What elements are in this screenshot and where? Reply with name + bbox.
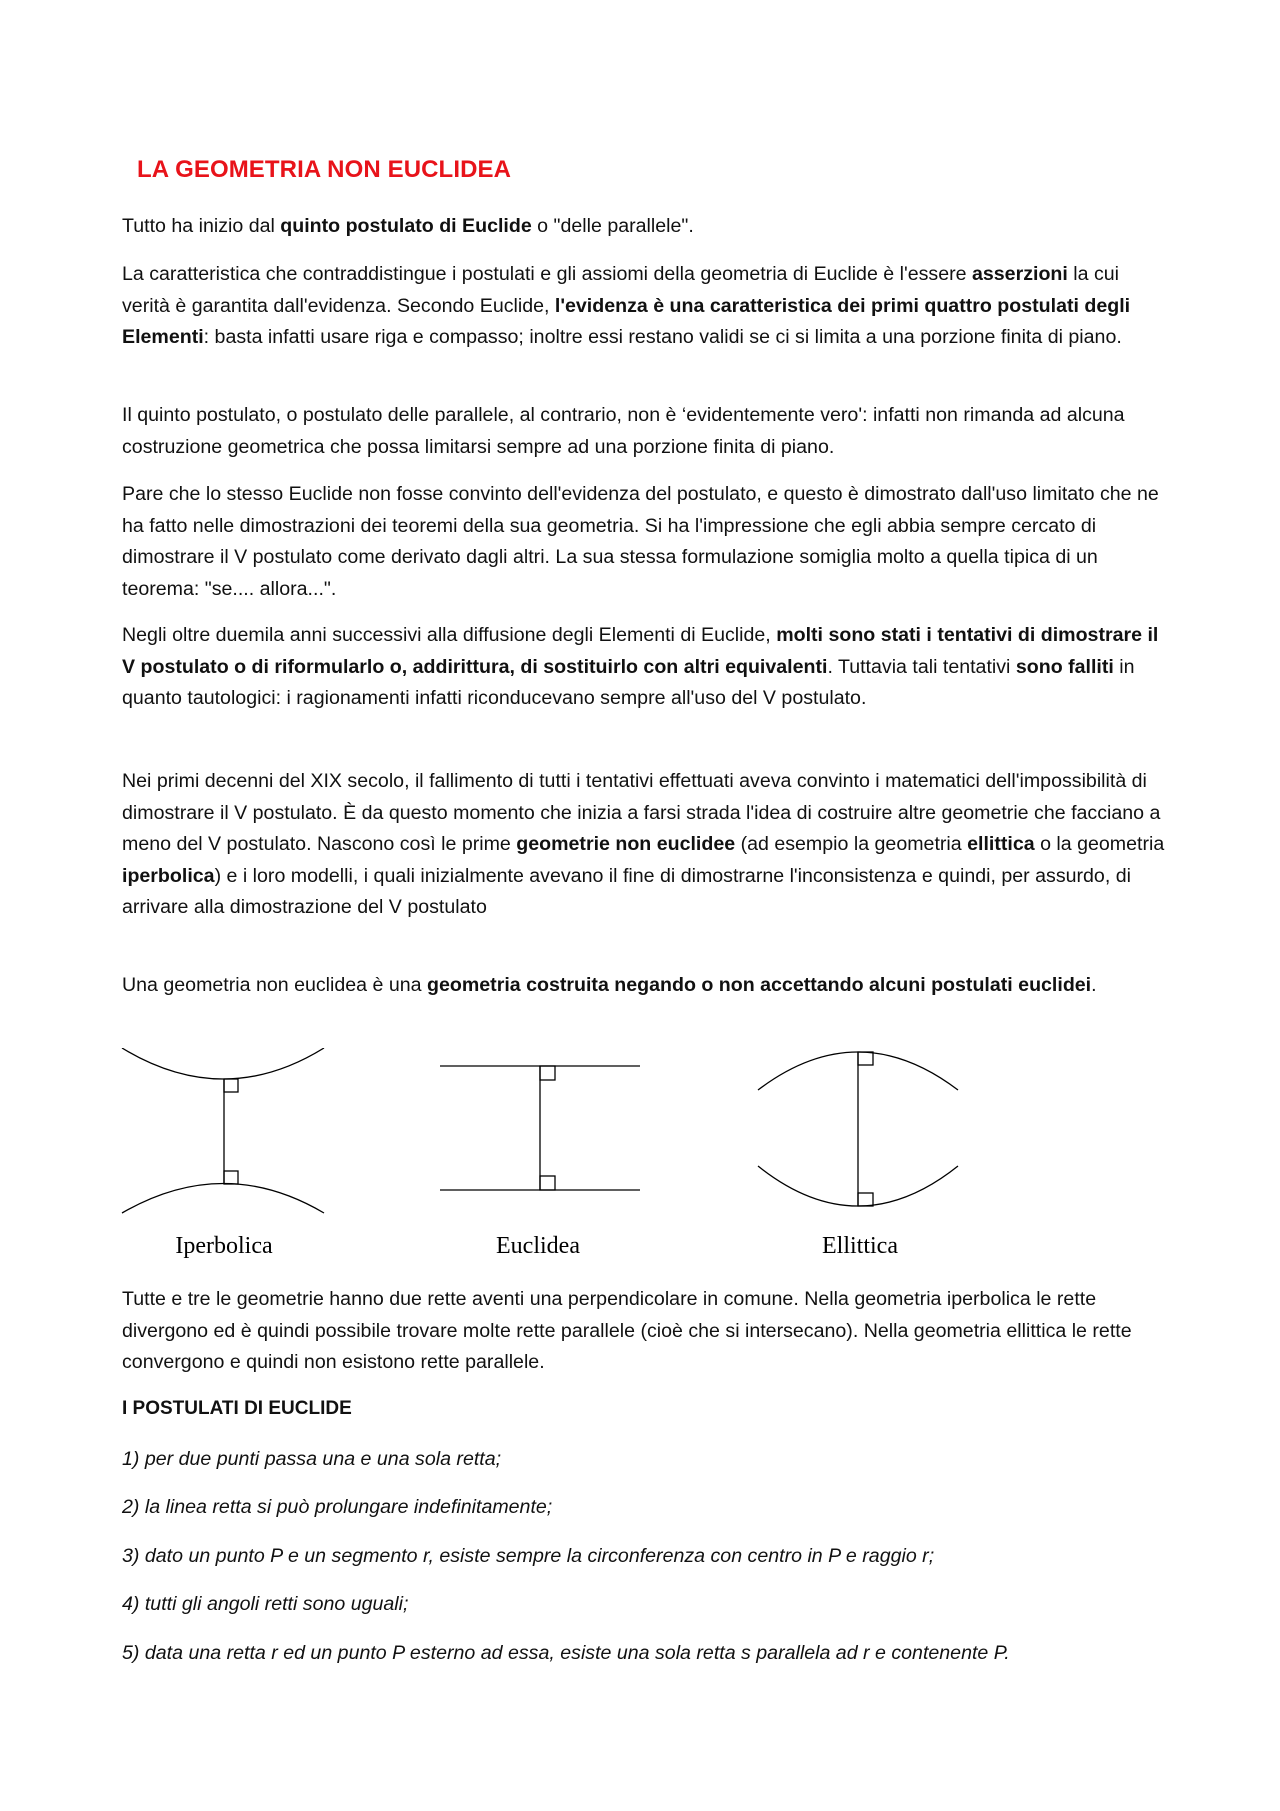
postulates-heading: I POSTULATI DI EUCLIDE xyxy=(122,1398,352,1419)
text-run: Tutto ha inizio dal xyxy=(122,215,281,237)
geometry-figure xyxy=(118,1048,1158,1263)
bold-run: l'evidenza è una caratteristica dei primi quattro postulati degli Elementi xyxy=(122,294,1131,348)
text-run: Negli oltre duemila anni successivi alla diffusione degli Elementi di Euclide, xyxy=(122,624,777,646)
right-angle-mark xyxy=(540,1066,555,1080)
text-run: (ad esempio la geometria xyxy=(735,833,968,855)
paragraph-attempts xyxy=(122,620,1172,715)
bold-run: molti sono stati i tentativi di dimostrare il V postulato o di riformularlo o, addirittura, di sostituirlo con altri equivalenti xyxy=(122,624,1159,678)
page-title: LA GEOMETRIA NON EUCLIDEA xyxy=(137,156,512,183)
caption-hyperbolic: Iperbolica xyxy=(175,1233,273,1259)
right-angle-mark xyxy=(540,1176,555,1190)
hyperbolic-diagram xyxy=(122,1048,324,1213)
paragraph-definition xyxy=(122,970,1172,1002)
text-run: . Tuttavia tali tentativi xyxy=(827,655,1016,678)
text-run: La caratteristica che contraddistingue i postulati e gli assiomi della geometria di Euclide è l'essere xyxy=(122,263,972,285)
postulate-item: 1) per due punti passa una e una sola retta; xyxy=(122,1448,502,1470)
postulate-item: 2) la linea retta si può prolungare indefinitamente; xyxy=(122,1496,553,1518)
hyperbolic-upper-curve xyxy=(122,1048,324,1079)
text-run: Una geometria non euclidea è una xyxy=(122,974,428,996)
caption-elliptic: Ellittica xyxy=(822,1233,898,1259)
text-run: o la geometria xyxy=(1034,833,1165,855)
bold-run: asserzioni xyxy=(971,263,1068,285)
bold-run: sono falliti xyxy=(1015,655,1114,678)
bold-run: iperbolica xyxy=(122,864,215,887)
text-run: la cui verità è garantita dall'evidenza. Secondo Euclide, xyxy=(122,263,1120,317)
bold-run: ellittica xyxy=(967,833,1035,855)
paragraph-intro xyxy=(122,211,1172,243)
postulate-item: 4) tutti gli angoli retti sono uguali; xyxy=(122,1593,409,1615)
bold-run: quinto postulato di Euclide xyxy=(280,215,532,237)
right-angle-mark xyxy=(224,1079,238,1092)
euclidean-diagram xyxy=(440,1066,640,1190)
bold-run: geometrie non euclidee xyxy=(516,833,736,855)
right-angle-mark xyxy=(858,1193,873,1206)
text-run: o "delle parallele". xyxy=(531,215,694,237)
postulate-item: 3) dato un punto P e un segmento r, esiste sempre la circonferenza con centro in P e raggio r; xyxy=(122,1545,935,1567)
paragraph-xix-century xyxy=(122,766,1172,924)
text-run: Nei primi decenni del XIX secolo, il fallimento di tutti i tentativi effettuati aveva convinto i matematici dell'impossibilità di dimostrare il V postulato. È da questo momento che inizia a farsi strada l'idea di costruire altre geometrie che facciano a meno del V postulato. Nascono così le prime xyxy=(122,770,1161,855)
hyperbolic-lower-curve xyxy=(122,1184,324,1214)
paragraph-evidence xyxy=(122,259,1172,354)
text-run: in quanto tautologici: i ragionamenti infatti riconducevano sempre all'uso del V postulato. xyxy=(122,655,1135,709)
paragraph-comparison: Tutte e tre le geometrie hanno due rette aventi una perpendicolare in comune. Nella geometria iperbolica le rette divergono ed è quindi possibile trovare molte rette parallele (cioè che si intersecano). Nella geometria ellittica le rette convergono e quindi non esistono rette parallele. xyxy=(122,1288,1132,1373)
right-angle-mark xyxy=(858,1052,873,1065)
right-angle-mark xyxy=(224,1171,238,1184)
text-run: ) e i loro modelli, i quali inizialmente avevano il fine di dimostrarne l'inconsistenza e quindi, per assurdo, di arrivare alla dimostrazione del V postulato xyxy=(122,864,1131,918)
paragraph-euclid-doubt: Pare che lo stesso Euclide non fosse convinto dell'evidenza del postulato, e questo è dimostrato dall'uso limitato che ne ha fatto nelle dimostrazioni dei teoremi della sua geometria. Si ha l'impressione che egli abbia sempre cercato di dimostrare il V postulato come derivato dagli altri. La sua stessa formulazione somiglia molto a quella tipica di un teorema: "se.... allora...". xyxy=(122,483,1159,600)
text-run: . xyxy=(1091,974,1097,996)
text-run: : basta infatti usare riga e compasso; inoltre essi restano validi se ci si limita a una porzione finita di piano. xyxy=(203,326,1122,348)
elliptic-diagram xyxy=(758,1052,958,1206)
paragraph-fifth-postulate: Il quinto postulato, o postulato delle parallele, al contrario, non è ‘evidentemente vero': infatti non rimanda ad alcuna costruzione geometrica che possa limitarsi sempre ad una porzione finita di piano. xyxy=(122,404,1125,458)
caption-euclidean: Euclidea xyxy=(496,1233,580,1259)
postulate-item: 5) data una retta r ed un punto P esterno ad essa, esiste una sola retta s parallela ad r e contenente P. xyxy=(122,1642,1010,1664)
bold-run: geometria costruita negando o non accettando alcuni postulati euclidei xyxy=(427,974,1092,996)
